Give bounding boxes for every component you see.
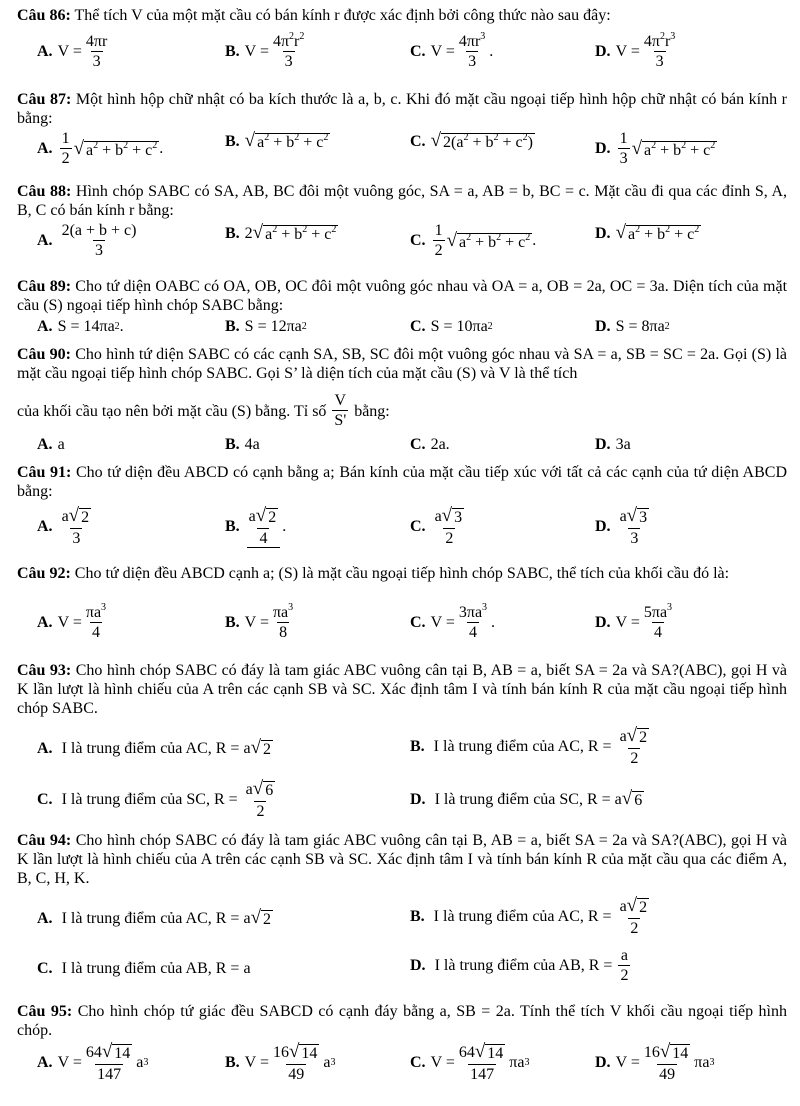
question-text: Cho tứ diện đều ABCD có cạnh bằng a; Bán kính của mặt cầu tiếp xúc với tất cả các cạnh của tứ diện ABCD bằng: bbox=[17, 464, 788, 500]
option-b[interactable]: B. S = 12πa 2 bbox=[225, 318, 307, 335]
option-b[interactable]: B. V = $\frac{\pi a^3}{8}$ bbox=[225, 602, 294, 641]
question-text: Hình chóp SABC có SA, AB, BC đôi một vuông góc, SA = a, AB = b, BC = c. Mặt cầu đi qua các đỉnh S, A, B, C có bán kính r bằng: bbox=[17, 183, 788, 219]
question-text: Thể tích V của một mặt cầu có bán kính r được xác định bởi công thức nào sau đây: bbox=[70, 7, 611, 24]
answers-86 bbox=[0, 31, 800, 78]
option-d[interactable]: D. V = $\frac{5\pi a^3}{4}$ bbox=[595, 602, 673, 641]
option-b[interactable]: B. a √ 2 4 . bbox=[225, 505, 287, 547]
option-a[interactable]: A. $\frac{1}{2}$ √ $a^2 + b^2 + c^2$ . bbox=[37, 130, 164, 167]
question-number: Câu 91: bbox=[17, 464, 72, 481]
question-86 bbox=[17, 6, 787, 25]
answers-88 bbox=[0, 223, 800, 267]
option-a[interactable]: A. S = 14πa 2 . bbox=[37, 318, 124, 335]
question-89 bbox=[17, 277, 787, 315]
option-a[interactable]: A. V = $\frac{\pi a^3}{4}$ bbox=[37, 602, 107, 641]
option-a[interactable]: A. I là trung điểm của AC, R = a √ 2 bbox=[37, 737, 271, 758]
question-number: Câu 90: bbox=[17, 346, 72, 363]
question-number: Câu 95: bbox=[17, 1003, 73, 1020]
option-b[interactable]: B. V = $\frac{4\pi^2r^2}{3}$ bbox=[225, 31, 305, 70]
answers-95 bbox=[0, 1042, 800, 1094]
question-93 bbox=[17, 661, 787, 718]
option-d[interactable]: D. V = $\frac{4\pi^2r^3}{3}$ bbox=[595, 31, 676, 70]
answers-91 bbox=[0, 506, 800, 558]
question-text: Cho tứ diện đều ABCD cạnh a; (S) là mặt cầu ngoại tiếp hình chóp SABC, thể tích của khối cầu đó là: bbox=[70, 565, 730, 582]
answers-92 bbox=[0, 602, 800, 655]
question-number: Câu 87: bbox=[17, 91, 72, 108]
option-d[interactable]: D. I là trung điểm của AB, R = $\frac{a}{2}$ bbox=[410, 947, 629, 984]
answers-87 bbox=[0, 131, 800, 175]
question-91 bbox=[17, 463, 787, 501]
option-d[interactable]: D. V = 16 √ 14 49 πa 3 bbox=[595, 1041, 715, 1083]
option-c[interactable]: C. V = $\frac{4\pi r^3}{3}$ . bbox=[410, 31, 494, 70]
option-d[interactable]: D. I là trung điểm của SC, R = a √ 6 bbox=[410, 788, 643, 809]
question-text: Cho hình chóp tứ giác đều SABCD có cạnh đáy bằng a, SB = 2a. Tính thể tích V khối cầu ngoại tiếp hình chóp. bbox=[17, 1003, 788, 1039]
option-b[interactable]: B. I là trung điểm của AC, R = a √ 2 2 bbox=[410, 725, 648, 767]
question-92 bbox=[17, 564, 787, 583]
option-d[interactable]: D. √ $a^2 + b^2 + c^2$ bbox=[595, 222, 700, 243]
answers-93-ab bbox=[0, 726, 800, 774]
question-text: Cho hình chóp SABC có đáy là tam giác ABC vuông cân tại B, AB = a, biết SA = 2a và SA?(ABC), gọi H và K lần lượt là hình chiếu của A trên các cạnh SB và SC. Xác định tâm I và tính bán kính R của mặt cầu ngoại tiếp hình chóp SABC. bbox=[17, 662, 787, 717]
option-a[interactable]: A. a bbox=[37, 436, 65, 453]
option-c[interactable]: C. S = 10πa 2 bbox=[410, 318, 493, 335]
option-c[interactable]: C. V = $\frac{3\pi a^3}{4}$ . bbox=[410, 602, 496, 641]
question-88 bbox=[17, 182, 787, 220]
answers-94-ab bbox=[0, 896, 800, 944]
option-c[interactable]: C. 2a. bbox=[410, 436, 450, 453]
option-d[interactable]: D. S = 8πa 2 bbox=[595, 318, 670, 335]
question-90-line3: của khối cầu tạo nên bởi mặt cầu (S) bằng. Tỉ số $\frac{V}{S'}$ bằng: bbox=[17, 392, 390, 429]
question-90 bbox=[17, 345, 787, 383]
option-c[interactable]: C. I là trung điểm của SC, R = a √ 6 2 bbox=[37, 778, 274, 820]
question-text: Cho hình tứ diện SABC có các cạnh SA, SB, SC đôi một vuông góc nhau và SA = a, SB = SC = 2a. Gọi (S) là mặt cầu ngoại tiếp hình chóp SABC. Gọi S’ là diện tích của mặt cầu (S) và V là thể tích bbox=[17, 346, 787, 382]
question-number: Câu 86: bbox=[17, 7, 71, 24]
option-c[interactable]: C. a √ 3 2 bbox=[410, 505, 463, 547]
option-d[interactable]: D. 3a bbox=[595, 436, 631, 453]
option-a[interactable]: A. V = $\frac{4\pi r}{3}$ bbox=[37, 33, 108, 70]
option-b[interactable]: B. 2 √ $a^2 + b^2 + c^2$ bbox=[225, 222, 337, 243]
question-text: Cho hình chóp SABC có đáy là tam giác ABC vuông cân tại B, AB = a, biết SA = 2a và SA?(ABC), gọi H và K lần lượt là hình chiếu của A trên các cạnh SB và SC. Xác định tâm I và tính bán kính R của mặt cầu qua các điểm A, B, C, H, K. bbox=[17, 832, 787, 887]
question-94 bbox=[17, 831, 787, 888]
option-a[interactable]: A. V = 64 √ 14 147 a 3 bbox=[37, 1041, 149, 1083]
option-c[interactable]: C. $\frac{1}{2}$ √ $a^2 + b^2 + c^2$ . bbox=[410, 222, 537, 259]
answers-94-cd bbox=[0, 948, 800, 996]
question-number: Câu 94: bbox=[17, 832, 72, 849]
question-text: Một hình hộp chữ nhật có ba kích thước là a, b, c. Khi đó mặt cầu ngoại tiếp hình hộp chữ nhật có bán kính r bằng: bbox=[17, 91, 788, 127]
option-a[interactable]: A. $\frac{2(a + b + c)}{3}$ bbox=[37, 222, 137, 259]
question-number: Câu 89: bbox=[17, 278, 72, 295]
option-b[interactable]: B. √ $a^2 + b^2 + c^2$ bbox=[225, 130, 329, 151]
option-b[interactable]: B. V = 16 √ 14 49 a 3 bbox=[225, 1041, 336, 1083]
question-95 bbox=[17, 1002, 787, 1040]
answers-90 bbox=[0, 432, 800, 458]
question-text: Cho tứ diện OABC có OA, OB, OC đôi một vuông góc nhau và OA = a, OB = 2a, OC = 3a. Diện tích của mặt cầu (S) ngoại tiếp hình chóp SABC bằng: bbox=[17, 278, 788, 314]
question-number: Câu 92: bbox=[17, 565, 71, 582]
option-a[interactable]: A. I là trung điểm của AC, R = a √ 2 bbox=[37, 907, 271, 928]
option-c[interactable]: C. √ $2(a^2 + b^2 + c^2)$ bbox=[410, 130, 533, 151]
question-87 bbox=[17, 90, 787, 128]
option-c[interactable]: C. I là trung điểm của AB, R = a bbox=[37, 960, 251, 977]
option-d[interactable]: D. a √ 3 3 bbox=[595, 505, 648, 547]
option-d[interactable]: D. $\frac{1}{3}$ √ $a^2 + b^2 + c^2$ bbox=[595, 130, 716, 167]
question-number: Câu 93: bbox=[17, 662, 72, 679]
option-b[interactable]: B. 4a bbox=[225, 436, 260, 453]
option-b[interactable]: B. I là trung điểm của AC, R = a √ 2 2 bbox=[410, 895, 648, 937]
answers-89 bbox=[0, 316, 800, 344]
question-number: Câu 88: bbox=[17, 183, 72, 200]
option-c[interactable]: C. V = 64 √ 14 147 πa 3 bbox=[410, 1041, 530, 1083]
answers-93-cd bbox=[0, 779, 800, 827]
option-a[interactable]: A. a √ 2 3 bbox=[37, 505, 90, 547]
